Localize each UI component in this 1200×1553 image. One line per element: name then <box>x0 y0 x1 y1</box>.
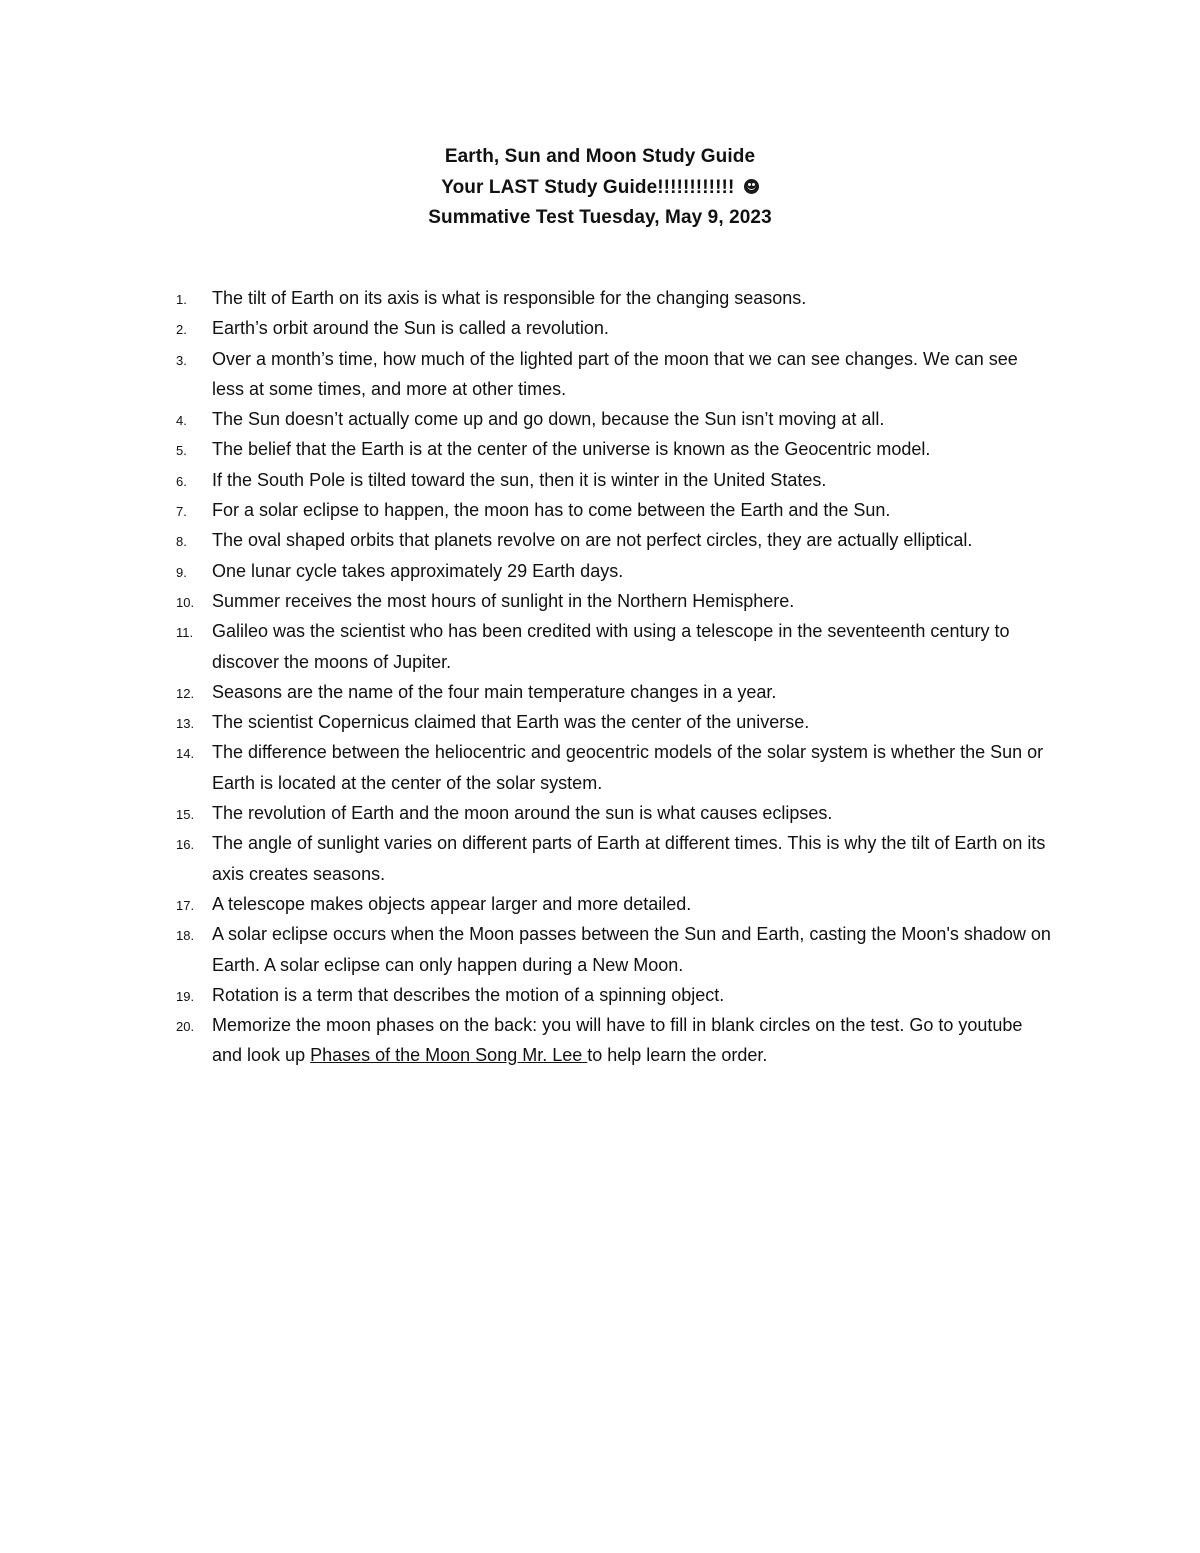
item-text: Over a month’s time, how much of the lighted part of the moon that we can see changes. We can see less at some times, and more at other times. <box>212 348 1018 399</box>
item-text: The belief that the Earth is at the center of the universe is known as the Geocentric model. <box>212 439 931 460</box>
item-text: If the South Pole is tilted toward the sun, then it is winter in the United States. <box>212 469 827 490</box>
list-item <box>0 404 1054 434</box>
document-header <box>0 142 1200 234</box>
list-item <box>0 525 1054 555</box>
item-text: The revolution of Earth and the moon around the sun is what causes eclipses. <box>212 803 833 824</box>
item-number: 13. <box>176 716 195 732</box>
item-number: 3. <box>176 352 187 368</box>
item-text: A solar eclipse occurs when the Moon passes between the Sun and Earth, casting the Moon's shadow on Earth. A solar eclipse can only happen during a New Moon. <box>212 924 1051 975</box>
document-title: Earth, Sun and Moon Study Guide <box>444 146 756 167</box>
list-item <box>0 980 1054 1010</box>
item-number: 17. <box>176 897 195 913</box>
document-subtitle: Your LAST Study Guide!!!!!!!!!!!! <box>441 176 735 198</box>
item-number: 10. <box>176 594 195 610</box>
study-list <box>0 283 1200 1071</box>
item-text: Galileo was the scientist who has been credited with using a telescope in the seventeenth century to discover the moons of Jupiter. <box>212 621 1010 672</box>
list-item <box>0 283 1054 313</box>
moon-song-link[interactable]: Phases of the Moon Song Mr. Lee <box>310 1045 588 1066</box>
item-number: 11. <box>176 625 194 641</box>
item-text: The angle of sunlight varies on different parts of Earth at different times. This is why the tilt of Earth on its axis creates seasons. <box>212 833 1046 884</box>
list-item <box>0 919 1054 980</box>
list-item <box>0 798 1054 828</box>
item-text: For a solar eclipse to happen, the moon has to come between the Earth and the Sun. <box>212 500 891 521</box>
item-text: The scientist Copernicus claimed that Earth was the center of the universe. <box>212 712 810 733</box>
item-text: The tilt of Earth on its axis is what is responsible for the changing seasons. <box>212 288 807 308</box>
item-number: 5. <box>176 443 187 459</box>
item-number: 16. <box>176 837 195 853</box>
item-text: One lunar cycle takes approximately 29 Earth days. <box>212 560 624 581</box>
item-text: The oval shaped orbits that planets revolve on are not perfect circles, they are actually elliptical. <box>212 530 973 551</box>
test-date-line: Summative Test Tuesday, May 9, 2023 <box>428 207 772 228</box>
item-number: 20. <box>176 1019 195 1035</box>
item-number: 9. <box>176 564 187 580</box>
item-number: 19. <box>176 988 195 1004</box>
item-text: Memorize the moon phases on the back: you will have to fill in blank circles on the test. Go to youtube and look up <box>212 1015 1023 1066</box>
list-item <box>0 586 1054 616</box>
list-item <box>0 828 1054 889</box>
item-number: 18. <box>176 928 195 944</box>
item-text: Seasons are the name of the four main temperature changes in a year. <box>212 681 777 702</box>
item-number: 4. <box>176 413 187 429</box>
list-item <box>0 677 1054 707</box>
list-item <box>0 616 1054 677</box>
item-text: The Sun doesn’t actually come up and go down, because the Sun isn’t moving at all. <box>212 409 885 430</box>
item-number: 15. <box>176 807 195 823</box>
item-number: 2. <box>176 322 187 338</box>
item-number: 6. <box>176 473 187 489</box>
list-item <box>0 313 1054 343</box>
list-item <box>0 1010 1054 1071</box>
item-text: The difference between the heliocentric and geocentric models of the solar system is whether the Sun or Earth is located at the center of the solar system. <box>212 742 1044 793</box>
list-item <box>0 737 1054 798</box>
list-item <box>0 707 1054 737</box>
smiley-icon <box>744 179 759 194</box>
item-text: Rotation is a term that describes the motion of a spinning object. <box>212 984 725 1005</box>
document-subtitle-line <box>0 173 1200 204</box>
list-item <box>0 465 1054 495</box>
list-item <box>0 556 1054 586</box>
item-text: Summer receives the most hours of sunlight in the Northern Hemisphere. <box>212 590 795 611</box>
item-text: Earth’s orbit around the Sun is called a revolution. <box>212 318 609 339</box>
list-item <box>0 889 1054 919</box>
item-number: 7. <box>176 504 187 520</box>
smiley-mouth <box>747 184 756 190</box>
item-number: 14. <box>176 746 195 762</box>
list-item <box>0 434 1054 464</box>
item-number: 1. <box>176 292 187 307</box>
item-number: 12. <box>176 685 195 701</box>
item-number: 8. <box>176 534 187 550</box>
item-text-end: to help learn the order. <box>587 1045 768 1066</box>
list-item <box>0 495 1054 525</box>
list-item <box>0 344 1054 405</box>
item-text: A telescope makes objects appear larger and more detailed. <box>212 893 692 914</box>
